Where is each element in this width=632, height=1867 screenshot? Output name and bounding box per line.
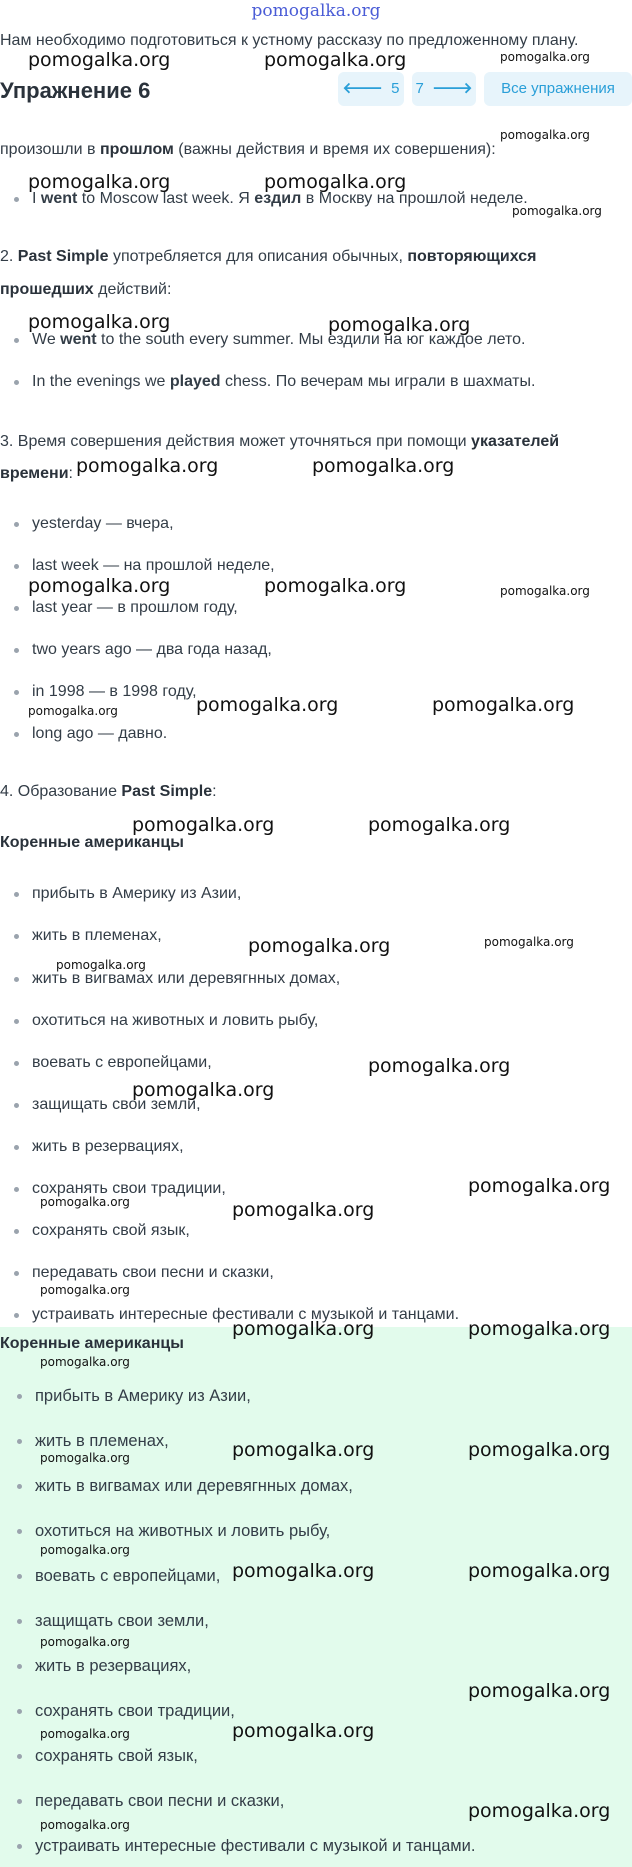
watermark: pomogalka.org <box>132 814 275 836</box>
watermark: pomogalka.org <box>40 1355 130 1369</box>
list-item: передавать свои песни и сказки, <box>32 1264 274 1281</box>
watermark: pomogalka.org <box>484 935 574 949</box>
watermark: pomogalka.org <box>232 1199 375 1221</box>
bullet <box>14 197 19 202</box>
bullet <box>14 892 19 897</box>
list-item: жить в вигвамах или деревягнных домах, <box>32 970 341 987</box>
bullet <box>14 1145 19 1150</box>
list-item: жить в резервациях, <box>35 1657 192 1675</box>
bullet <box>17 1664 22 1669</box>
answer-block <box>0 1327 632 1867</box>
list-item: передавать свои песни и сказки, <box>35 1792 285 1810</box>
rule1-text: произошли в прошлом (важны действия и время их совершения): <box>0 141 496 158</box>
list-item: last week — на прошлой неделе, <box>32 557 275 574</box>
list-item: сохранять свои традиции, <box>35 1702 235 1720</box>
bullet <box>14 1313 19 1318</box>
watermark: pomogalka.org <box>28 49 171 71</box>
bullet <box>17 1484 22 1489</box>
watermark: pomogalka.org <box>28 311 171 333</box>
section-title: Коренные американцы <box>0 834 184 851</box>
bullet <box>14 1103 19 1108</box>
watermark: pomogalka.org <box>432 694 575 716</box>
watermark: pomogalka.org <box>264 49 407 71</box>
bullet <box>17 1529 22 1534</box>
list-item: сохранять свои традиции, <box>32 1180 226 1197</box>
watermark: pomogalka.org <box>28 171 171 193</box>
bullet <box>14 564 19 569</box>
bullet <box>17 1844 22 1849</box>
list-item: устраивать интересные фестивали с музыкой и танцами. <box>35 1837 476 1855</box>
list-item: воевать с европейцами, <box>35 1567 221 1585</box>
watermark: pomogalka.org <box>264 575 407 597</box>
watermark: pomogalka.org <box>468 1800 611 1822</box>
watermark: pomogalka.org <box>28 575 171 597</box>
bullet <box>14 732 19 737</box>
list-item: прибыть в Америку из Азии, <box>32 885 242 902</box>
watermark: pomogalka.org <box>40 1818 130 1832</box>
list-item: жить в племенах, <box>35 1432 169 1450</box>
watermark: pomogalka.org <box>132 1079 275 1101</box>
bullet <box>14 977 19 982</box>
bullet <box>17 1709 22 1714</box>
list-item: воевать с европейцами, <box>32 1054 212 1071</box>
list-item: охотиться на животных и ловить рыбу, <box>35 1522 331 1540</box>
arrow-left-icon: 🡐 <box>342 80 383 97</box>
rule2-text: 2. Past Simple употребляется для описания обычных, повторяющихся <box>0 248 537 265</box>
watermark: pomogalka.org <box>28 704 118 718</box>
bullet <box>14 648 19 653</box>
list-item: сохранять свой язык, <box>35 1747 198 1765</box>
bullet <box>14 1187 19 1192</box>
watermark: pomogalka.org <box>468 1680 611 1702</box>
top-watermark: pomogalka.org <box>251 1 381 21</box>
watermark: pomogalka.org <box>40 1543 130 1557</box>
watermark: pomogalka.org <box>468 1439 611 1461</box>
bullet <box>14 338 19 343</box>
next-exercise-label: 7 <box>415 80 424 97</box>
watermark: pomogalka.org <box>248 935 391 957</box>
intro-text: Нам необходимо подготовиться к устному рассказу по предложенному плану. <box>0 32 579 49</box>
list-item: We went to the south every summer. Мы ездили на юг каждое лето. <box>32 331 526 348</box>
bullet <box>17 1439 22 1444</box>
bullet <box>14 1271 19 1276</box>
list-item: жить в вигвамах или деревягнных домах, <box>35 1477 353 1495</box>
next-exercise-button[interactable] <box>412 72 476 106</box>
watermark: pomogalka.org <box>468 1175 611 1197</box>
watermark: pomogalka.org <box>312 455 455 477</box>
list-item: жить в резервациях, <box>32 1138 184 1155</box>
list-item: I went to Moscow last week. Я ездил в Москву на прошлой неделе. <box>32 190 528 207</box>
watermark: pomogalka.org <box>468 1560 611 1582</box>
list-item: жить в племенах, <box>32 927 162 944</box>
list-item: устраивать интересные фестивали с музыкой и танцами. <box>32 1306 460 1323</box>
list-item: two years ago — два года назад, <box>32 641 272 658</box>
all-exercises-button[interactable]: Все упражнения <box>484 72 632 106</box>
bullet <box>14 380 19 385</box>
bullet <box>14 1061 19 1066</box>
watermark: pomogalka.org <box>40 1283 130 1297</box>
watermark: pomogalka.org <box>500 50 590 64</box>
bullet <box>14 606 19 611</box>
watermark: pomogalka.org <box>40 1195 130 1209</box>
watermark: pomogalka.org <box>40 1635 130 1649</box>
watermark: pomogalka.org <box>76 455 219 477</box>
watermark: pomogalka.org <box>40 1451 130 1465</box>
list-item: long ago — давно. <box>32 725 168 742</box>
watermark: pomogalka.org <box>232 1560 375 1582</box>
bullet <box>14 1019 19 1024</box>
list-item: защищать свои земли, <box>35 1612 209 1630</box>
watermark: pomogalka.org <box>196 694 339 716</box>
list-item: защищать свои земли, <box>32 1096 201 1113</box>
bullet <box>17 1619 22 1624</box>
watermark: pomogalka.org <box>264 171 407 193</box>
watermark: pomogalka.org <box>232 1318 375 1340</box>
bullet <box>17 1799 22 1804</box>
list-item: last year — в прошлом году, <box>32 599 238 616</box>
prev-exercise-label: 5 <box>391 80 400 97</box>
list-item: in 1998 — в 1998 году, <box>32 683 197 700</box>
bullet <box>14 522 19 527</box>
watermark: pomogalka.org <box>56 958 146 972</box>
watermark: pomogalka.org <box>368 1055 511 1077</box>
rule4-text: 4. Образование Past Simple: <box>0 783 217 800</box>
bullet <box>17 1574 22 1579</box>
rule2-text-line2: прошедших действий: <box>0 281 172 298</box>
watermark: pomogalka.org <box>500 128 590 142</box>
bullet <box>14 1229 19 1234</box>
page-title: Упражнение 6 <box>0 78 151 103</box>
watermark: pomogalka.org <box>232 1439 375 1461</box>
list-item: yesterday — вчера, <box>32 515 174 532</box>
arrow-right-icon: 🡒 <box>432 80 473 97</box>
bullet <box>17 1754 22 1759</box>
watermark: pomogalka.org <box>40 1727 130 1741</box>
prev-exercise-button[interactable] <box>338 72 404 106</box>
watermark: pomogalka.org <box>468 1318 611 1340</box>
rule3-text-line2: времени: <box>0 465 73 482</box>
list-item: In the evenings we played chess. По вечерам мы играли в шахматы. <box>32 373 536 390</box>
list-item: прибыть в Америку из Азии, <box>35 1387 251 1405</box>
watermark: pomogalka.org <box>512 204 602 218</box>
rule3-text: 3. Время совершения действия может уточняться при помощи указателей <box>0 433 560 450</box>
watermark: pomogalka.org <box>232 1720 375 1742</box>
bullet <box>14 934 19 939</box>
exercise-header <box>0 70 632 110</box>
list-item: сохранять свой язык, <box>32 1222 190 1239</box>
answer-section-title: Коренные американцы <box>0 1335 184 1352</box>
watermark: pomogalka.org <box>368 814 511 836</box>
watermark: pomogalka.org <box>500 584 590 598</box>
list-item: охотиться на животных и ловить рыбу, <box>32 1012 319 1029</box>
bullet <box>17 1394 22 1399</box>
bullet <box>14 690 19 695</box>
watermark: pomogalka.org <box>328 314 471 336</box>
